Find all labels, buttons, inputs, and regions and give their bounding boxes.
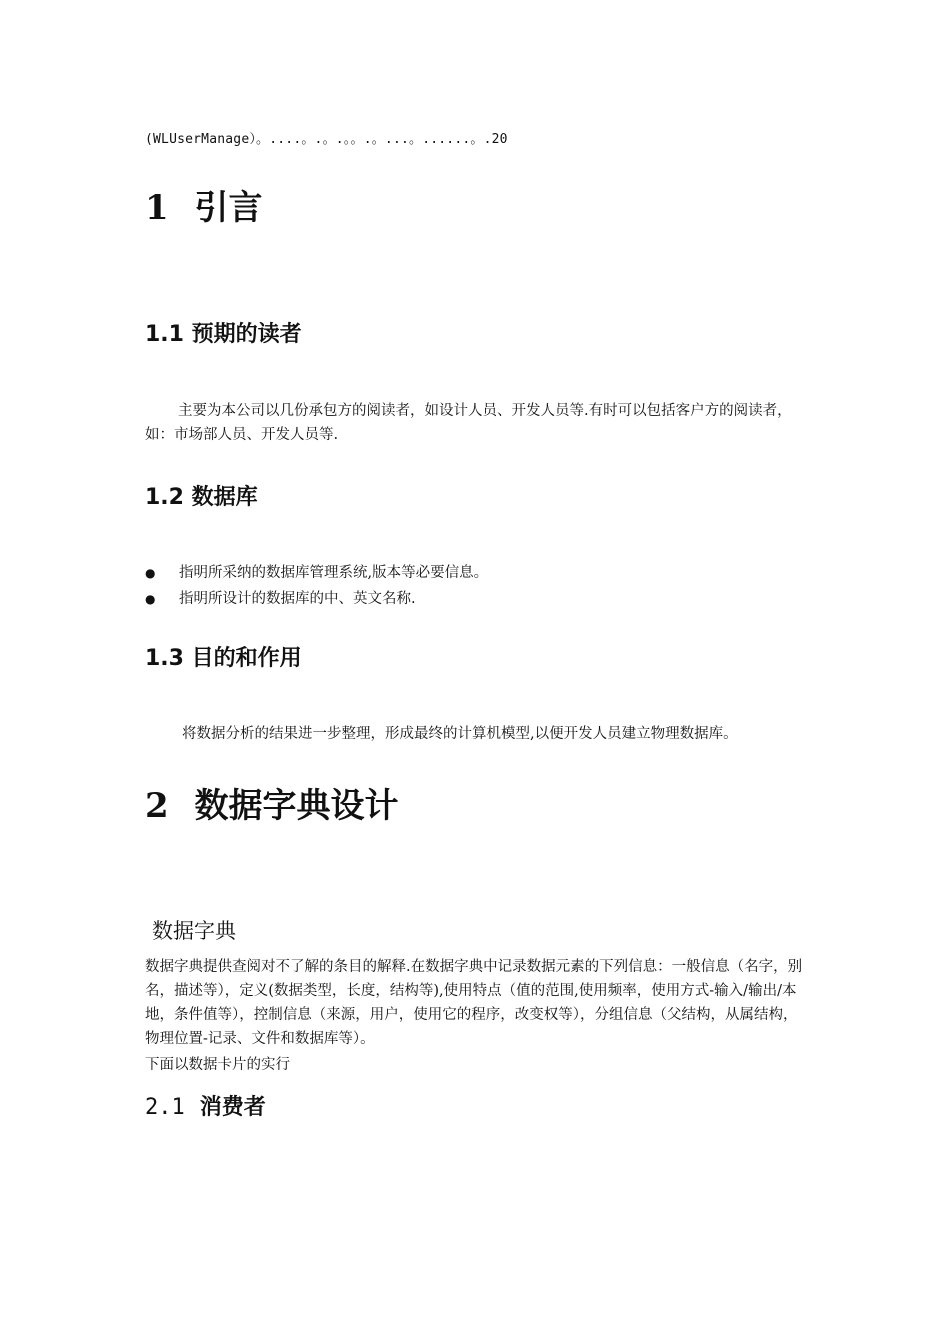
- bullet-dot-icon: ●: [145, 566, 156, 580]
- heading-1-number: 1: [145, 188, 169, 228]
- heading-1: [145, 180, 263, 229]
- bullet-text: 指明所采纳的数据库管理系统,版本等必要信息。: [179, 565, 489, 581]
- bullet-item: [145, 561, 488, 582]
- heading-2: [145, 778, 399, 827]
- heading-2-title: 数据字典设计: [194, 786, 399, 826]
- heading-2-1: [145, 1090, 266, 1121]
- heading-1-title: 引言: [194, 188, 263, 228]
- heading-1-3: 1.3 目的和作用: [145, 646, 302, 671]
- bullet-dot-icon: ●: [145, 592, 156, 606]
- data-card-note: 下面以数据卡片的实行: [145, 1057, 290, 1073]
- heading-2-number: 2: [145, 786, 169, 826]
- data-dictionary-heading: 数据字典: [152, 919, 236, 943]
- readers-paragraph: 主要为本公司以几份承包方的阅读者，如设计人员、开发人员等.有时可以包括客户方的阅读者，如：市场部人员、开发人员等.: [145, 403, 792, 443]
- bullet-text: 指明所设计的数据库的中、英文名称.: [179, 591, 416, 607]
- data-dictionary-paragraph: 数据字典提供查阅对不了解的条目的解释.在数据字典中记录数据元素的下列信息：一般信息（名字，别名，描述等），定义(数据类型，长度，结构等),使用特点（值的范围,使用频率，使用方式-输入/输出/本地，条件值等），控制信息（来源，用户，使用它的程序，改变权等），分组信息（父结构，从属结构，物理位置-记录、文件和数据库等）。: [145, 959, 803, 1047]
- purpose-paragraph: 将数据分析的结果进一步整理，形成最终的计算机模型,以便开发人员建立物理数据库。: [182, 726, 738, 742]
- heading-2-1-number: 2.1: [145, 1095, 185, 1120]
- toc-entry[interactable]: (WLUserManage）。....。.。.。。.。...。......。.20: [145, 132, 508, 147]
- bullet-item: [145, 587, 416, 608]
- heading-2-1-title: 消费者: [199, 1095, 266, 1120]
- heading-1-2: 1.2 数据库: [145, 485, 258, 510]
- heading-1-1: 1.1 预期的读者: [145, 322, 302, 347]
